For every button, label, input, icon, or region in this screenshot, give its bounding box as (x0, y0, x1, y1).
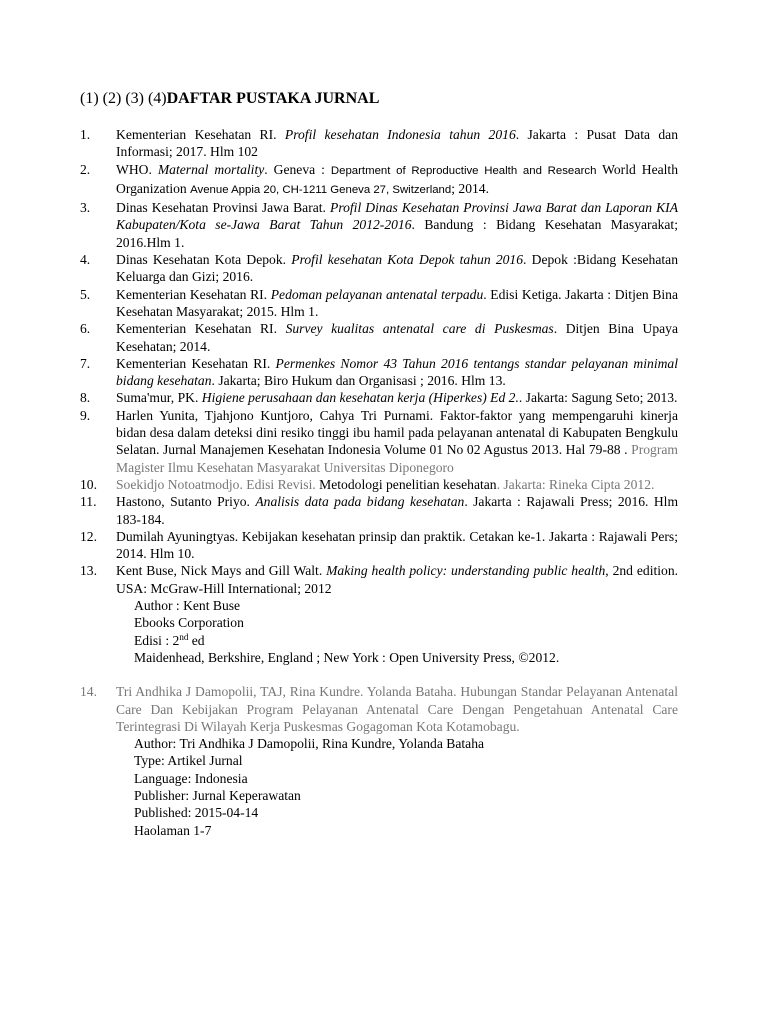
reference-item-7: 7. Kementerian Kesehatan RI. Permenkes Nomor 43 Tahun 2016 tentangs standar pelayanan minimal bidang kesehatan. Jakarta; Biro Hukum dan Organisasi ; 2016. Hlm 13. (80, 355, 678, 389)
reference-item-13: 13. Kent Buse, Nick Mays and Gill Walt. Making health policy: understanding public health, 2nd edition. USA: McGraw-Hill International; 2012 Author : Kent Buse Ebooks Corporation Edisi : 2nd ed Maidenhead, Berkshire, England ; New York : Open University Press, ©2012. (80, 563, 679, 665)
page-title (80, 90, 678, 108)
detail-published: Published: 2015-04-14 (134, 805, 259, 821)
detail-author: Author : Kent Buse (134, 598, 241, 614)
reference-14-details (116, 735, 678, 839)
detail-place: Maidenhead, Berkshire, England ; New York : Open University Press, ©2012. (134, 649, 560, 665)
reference-item-10: 10. Soekidjo Notoatmodjo. Edisi Revisi. Metodologi penelitian kesehatan. Jakarta: Rineka Cipta 2012. (80, 476, 655, 492)
reference-item-14: 14. Tri Andhika J Damopolii, TAJ, Rina Kundre. Yolanda Bataha. Hubungan Standar Pelayanan Antenatal Care Dan Kebijakan Program Pelayanan Antenatal Care Dengan Pengetahuan Antenatal Care Terintegrasi Di Wilayah Kerja Puskesmas Gogagoman Kota Kotamobagu. Author: Tri Andhika J Damopolii, Rina Kundre, Yolanda Bataha Type: Artikel Jurnal Language: Indonesia Publisher: Jurnal Keperawatan Published: 2015-04-14 Haolaman 1-7 (80, 684, 678, 838)
title-heading: DAFTAR PUSTAKA JURNAL (166, 90, 380, 107)
reference-item-2: 2. WHO. Maternal mortality. Geneva : Department of Reproductive Health and Research World Health Organization Avenue Appia 20, CH-1211 Geneva 27, Switzerland; 2014. (80, 161, 678, 196)
reference-list (80, 126, 678, 839)
reference-item-1: 1. Kementerian Kesehatan RI. Profil kesehatan Indonesia tahun 2016. Jakarta : Pusat Data dan Informasi; 2017. Hlm 102 (80, 127, 679, 160)
detail-publisher: Publisher: Jurnal Keperawatan (134, 787, 301, 803)
detail-pages: Haolaman 1-7 (134, 822, 212, 838)
detail-type: Type: Artikel Jurnal (134, 753, 243, 769)
detail-author: Author: Tri Andhika J Damopolii, Rina Kundre, Yolanda Bataha (134, 736, 485, 752)
reference-13-details (116, 597, 678, 666)
reference-item-5: 5. Kementerian Kesehatan RI. Pedoman pelayanan antenatal terpadu. Edisi Ketiga. Jakarta : Ditjen Bina Kesehatan Masyarakat; 2015. Hlm 1. (80, 286, 678, 319)
title-prefix: (1) (2) (3) (4) (80, 90, 167, 107)
detail-edition: Edisi : 2nd ed (134, 631, 205, 648)
detail-language: Language: Indonesia (134, 770, 248, 786)
reference-item-6: 6. Kementerian Kesehatan RI. Survey kualitas antenatal care di Puskesmas. Ditjen Bina Upaya Kesehatan; 2014. (80, 321, 679, 354)
reference-item-9: 9. Harlen Yunita, Tjahjono Kuntjoro, Cahya Tri Purnami. Faktor-faktor yang mempengaruhi kinerja bidan desa dalam deteksi dini resiko tinggi ibu hamil pada pelayanan antenatal di Kabupaten Bengkulu Selatan. Jurnal Manajemen Kesehatan Indonesia Volume 01 No 02 Agustus 2013. Hal 79-88 . Program Magister Ilmu Kesehatan Masyarakat Universitas Diponegoro (80, 407, 678, 475)
detail-publisher: Ebooks Corporation (134, 615, 244, 631)
reference-item-3: 3. Dinas Kesehatan Provinsi Jawa Barat. Profil Dinas Kesehatan Provinsi Jawa Barat dan Laporan KIA Kabupaten/Kota se-Jawa Barat Tahun 2012-2016. Bandung : Bidang Kesehatan Masyarakat; 2016.Hlm 1. (80, 200, 678, 250)
reference-item-8: 8. Suma'mur, PK. Higiene perusahaan dan kesehatan kerja (Hiperkes) Ed 2.. Jakarta: Sagung Seto; 2013. (80, 390, 678, 406)
reference-item-12: 12. Dumilah Ayuningtyas. Kebijakan kesehatan prinsip dan praktik. Cetakan ke-1. Jakarta : Rajawali Pers; 2014. Hlm 10. (80, 528, 678, 562)
reference-item-11: 11. Hastono, Sutanto Priyo. Analisis data pada bidang kesehatan. Jakarta : Rajawali Press; 2016. Hlm 183-184. (80, 494, 679, 527)
reference-item-4: 4. Dinas Kesehatan Kota Depok. Profil kesehatan Kota Depok tahun 2016. Depok :Bidang Kesehatan Keluarga dan Gizi; 2016. (80, 252, 678, 285)
